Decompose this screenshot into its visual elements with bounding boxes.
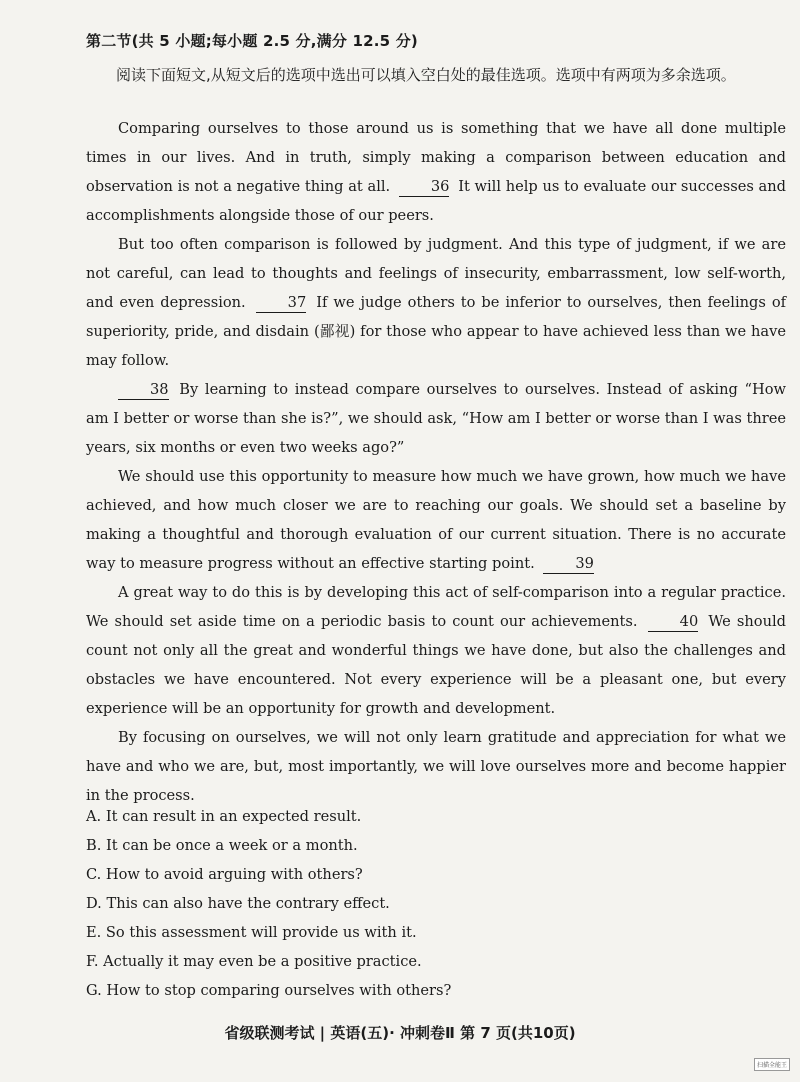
page-footer: 省级联测考试 | 英语(五)· 冲刺卷Ⅱ 第 7 页(共10页) xyxy=(224,1024,576,1042)
option-c: C. How to avoid arguing with others? xyxy=(86,866,363,883)
paragraph-1 xyxy=(86,114,786,230)
option-a: A. It can result in an expected result. xyxy=(86,808,362,825)
option-e: E. So this assessment will provide us with it. xyxy=(86,924,417,941)
paragraph-text: We should count not only all the great and wonderful things we have done, but also the challenges and obstacles we have encountered. Not every experience will be a pleasant one, but every experience will be an opportunity for growth and development. xyxy=(86,613,786,717)
option-d: D. This can also have the contrary effect. xyxy=(86,895,390,912)
paragraph-5 xyxy=(86,578,786,723)
blank-36: 36 xyxy=(399,178,450,197)
paragraph-text: A great way to do this is by developing this act of self-comparison into a regular practice. We should set aside time on a periodic basis to count our achievements. xyxy=(86,584,786,630)
paragraph-text: If we judge others to be inferior to ourselves, then feelings of superiority, pride, and disdain (鄙视) for those who appear to have achieved less than we have may follow. xyxy=(86,294,787,369)
section-header: 第二节(共 5 小题;每小题 2.5 分,满分 12.5 分) xyxy=(86,32,418,50)
paragraph-text: It will help us to evaluate our successes and accomplishments alongside those of our peers. xyxy=(86,178,787,224)
paragraph-text: We should use this opportunity to measure how much we have grown, how much we have achieved, and how much closer we are to reaching our goals. We should set a baseline by making a thoughtful and thorough evaluation of our current situation. There is no accurate way to measure progress without an effective starting point. xyxy=(86,468,786,572)
blank-39: 39 xyxy=(543,555,594,574)
paragraph-4 xyxy=(86,462,786,578)
instructions: 阅读下面短文,从短文后的选项中选出可以填入空白处的最佳选项。选项中有两项为多余选项。 xyxy=(116,66,736,84)
blank-40: 40 xyxy=(648,613,699,632)
paragraph-3 xyxy=(86,375,786,462)
paragraph-text: Comparing ourselves to those around us is something that we have all done multiple times in our lives. And in truth, simply making a comparison between education and observation is not a negative thing at all. xyxy=(86,120,786,195)
scanner-watermark: 扫描全能王 xyxy=(754,1058,790,1071)
reading-passage xyxy=(86,114,786,810)
paragraph-6: By focusing on ourselves, we will not only learn gratitude and appreciation for what we have and who we are, but, most importantly, we will love ourselves more and become happier in the process. xyxy=(86,729,786,804)
option-b: B. It can be once a week or a month. xyxy=(86,837,358,854)
paragraph-text: By learning to instead compare ourselves to ourselves. Instead of asking “How am I better or worse than she is?”, we should ask, “How am I better or worse than I was three years, six months or even two weeks ago?” xyxy=(86,381,786,456)
blank-38: 38 xyxy=(118,381,169,400)
option-g: G. How to stop comparing ourselves with others? xyxy=(86,982,452,999)
answer-options xyxy=(86,802,786,1005)
blank-37: 37 xyxy=(256,294,307,313)
option-f: F. Actually it may even be a positive practice. xyxy=(86,953,422,970)
paragraph-text: But too often comparison is followed by judgment. And this type of judgment, if we are not careful, can lead to thoughts and feelings of insecurity, embarrassment, low self-worth, and even depression. xyxy=(86,236,786,311)
paragraph-2 xyxy=(86,230,786,375)
